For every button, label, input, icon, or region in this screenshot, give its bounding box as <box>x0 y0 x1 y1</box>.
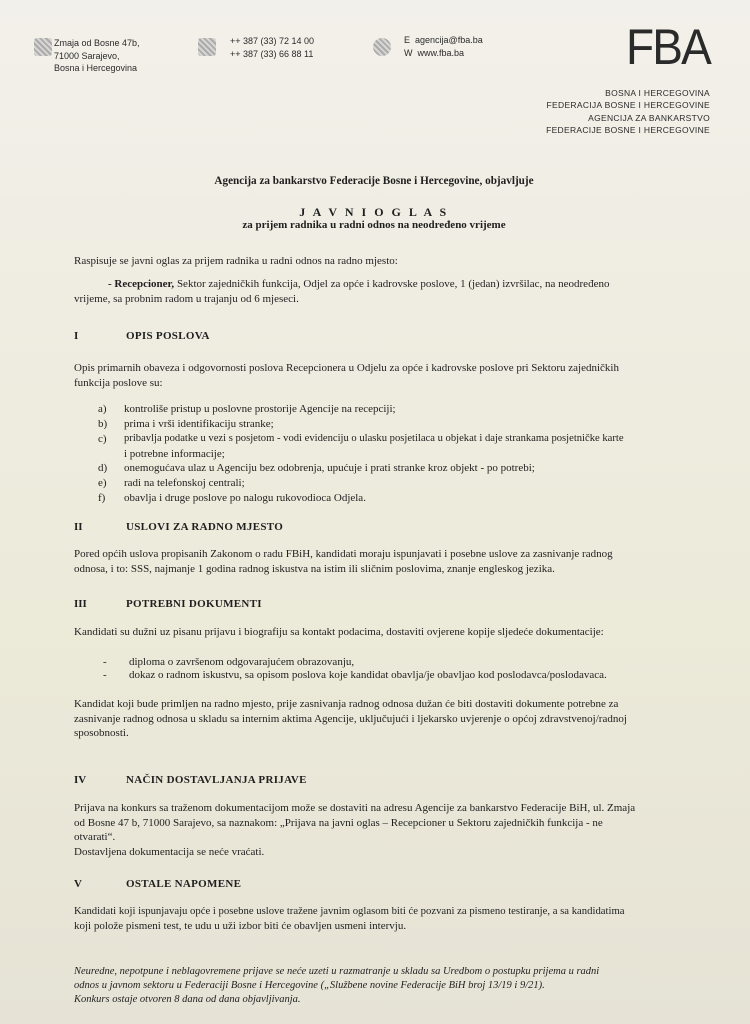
email-address: agencija@fba.ba <box>415 35 483 45</box>
text-line: Konkurs ostaje otvoren 8 dana od dana objavljivanja. <box>74 994 301 1005</box>
footer-note <box>74 965 744 1007</box>
text-line: Dostavljena dokumentacija se neće vraćati. <box>74 845 265 858</box>
item-label: e) <box>98 477 107 489</box>
item-text: radi na telefonskoj centrali; <box>124 477 245 489</box>
section-3-note <box>74 697 734 741</box>
phone-number: ++ 387 (33) 66 88 11 <box>230 48 314 59</box>
web-prefix: W <box>404 47 413 58</box>
item-text: i potrebne informacije; <box>124 448 225 460</box>
email-prefix: E <box>404 35 411 45</box>
section-1-intro <box>74 361 734 390</box>
raspisuje-paragraph: Raspisuje se javni oglas za prijem radnika u radni odnos na radno mjesto: <box>74 255 398 267</box>
org-line: FEDERACIJE BOSNE I HERCEGOVINE <box>546 124 710 135</box>
item-text: obavlja i druge poslove po nalogu rukovodioca Odjela. <box>124 492 366 504</box>
text-line: od Bosne 47 b, 71000 Sarajevo, sa naznakom: „Prijava na javni oglas – Recepcioner u Sektoru zajedničkih funkcija - ne <box>74 816 603 829</box>
item-label: a) <box>98 403 107 415</box>
item-label: f) <box>98 492 106 504</box>
website-url: www.fba.ba <box>417 47 465 58</box>
location-pin-icon <box>34 38 52 56</box>
section-number: I <box>74 330 79 342</box>
section-title: OSTALE NAPOMENE <box>126 878 242 890</box>
item-text: diploma o završenom odgovarajućem obrazovanju, <box>129 656 355 668</box>
org-line: FEDERACIJA BOSNE I HERCEGOVINE <box>546 100 710 111</box>
organization-block <box>546 87 710 136</box>
position-name: - Recepcioner, <box>108 278 175 290</box>
text-line: Kandidat koji bude primljen na radno mjesto, prije zasnivanja radnog odnosa dužan će biti dostaviti dokumente potrebne za <box>74 698 619 710</box>
web-contact-block <box>404 34 483 59</box>
section-number: V <box>74 878 82 890</box>
text-line: koji polože pismeni test, te udu u uži izbor biti će obavljen usmeni intervju. <box>74 919 407 932</box>
section-3-intro: Kandidati su dužni uz pisanu prijavu i biografiju sa kontakt podacima, dostaviti ovjerene kopije sljedeće dokumentacije: <box>74 626 604 638</box>
notice-subtitle: za prijem radnika u radni odnos na neodređeno vrijeme <box>242 219 506 231</box>
item-label: b) <box>98 418 108 430</box>
item-text: pribavlja podatke u vezi s posjetom - vodi evidenciju o ulasku posjetilaca u objekat i daje strankama posjetničke karte <box>124 433 624 444</box>
section-4-body <box>74 801 734 859</box>
section-title: USLOVI ZA RADNO MJESTO <box>126 521 284 533</box>
phone-block <box>230 35 314 60</box>
address-block <box>54 37 140 75</box>
text-line: Prijava na konkurs sa traženom dokumentacijom može se dostaviti na adresu Agencije za bankarstvo Federacije BiH, ul. Zmaja <box>74 802 636 814</box>
section-number: III <box>74 598 87 610</box>
item-text: kontroliše pristup u poslovne prostorije Agencije na recepciji; <box>124 403 396 415</box>
text-line: Neuredne, nepotpune i neblagovremene prijave se neće uzeti u razmatranje u skladu sa Uredbom o postupku prijema u radni <box>74 966 600 977</box>
globe-icon <box>373 38 391 56</box>
org-line: AGENCIJA ZA BANKARSTVO <box>588 112 710 123</box>
section-title: POTREBNI DOKUMENTI <box>126 598 262 610</box>
item-label: c) <box>98 433 107 445</box>
fba-logo: FBA <box>626 19 710 75</box>
item-text: onemogućava ulaz u Agenciju bez odobrenja, upućuje i prati stranke kroz objekt - po potrebi; <box>124 462 535 474</box>
text-line: otvarati“. <box>74 831 116 844</box>
text-line: funkcija poslove su: <box>74 376 163 389</box>
intro-heading: Agencija za bankarstvo Federacije Bosne i Hercegovine, objavljuje <box>214 175 534 187</box>
item-text: prima i vrši identifikaciju stranke; <box>124 418 274 430</box>
text-line: Kandidati koji ispunjavaju opće i posebne uslove tražene javnim oglasom biti će pozvani za pismeno testiranje, a sa kandidatima <box>74 905 625 917</box>
address-line: Zmaja od Bosne 47b, <box>54 38 140 48</box>
text-line: Pored općih uslova propisanih Zakonom o radu FBiH, kandidati moraju ispunjavati i posebne uslove za zasnivanje radnog <box>74 548 613 560</box>
text-line: Opis primarnih obaveza i odgovornosti poslova Recepcionera u Odjelu za opće i kadrovske poslove pri Sektoru zajedničkih <box>74 362 619 374</box>
notice-title: J A V N I O G L A S <box>299 205 449 219</box>
item-text: dokaz o radnom iskustvu, sa opisom poslova koje kandidat obavlja/je obavljao kod poslodavca/poslodavaca. <box>129 669 607 681</box>
phone-icon <box>198 38 216 56</box>
section-5-body <box>74 904 744 933</box>
phone-number: ++ 387 (33) 72 14 00 <box>230 36 315 46</box>
text-line: odnosa, i to: SSS, najmanje 1 godina radnog iskustva na istim ili sličnim poslovima, znanje engleskog jezika. <box>74 562 555 575</box>
scanned-document-page: Zmaja od Bosne 47b, 71000 Sarajevo, Bosna i Hercegovina ++ 387 (33) 72 14 00 ++ 387 (33) 66 88 11 E agencija@fba.ba W www.fba.ba FBA BOSNA I HERCEGOVINA FEDERACIJA BOSNE I HERCEGOVINE AGENCIJA ZA BANKARSTVO FEDERACIJE BOSNE I HERCEGOVINE Agencija za bankarstvo Federacije Bosne i Hercegovine, objavljuje J A V N I O G L A S za prijem radnika u radni odnos na neodređeno vrijeme Raspisuje se javni oglas za prijem radnika u radni odnos na radno mjesto: - Recepcioner, Sektor zajedničkih funkcija, Odjel za opće i kadrovske poslove, 1 (jedan) izvršilac, na neodređeno vrijeme, sa probnim radom u trajanju od 6 mjeseci. I OPIS POSLOVA Opis primarnih obaveza i odgovornosti poslova Recepcionera u Odjelu za opće i kadrovske poslove pri Sektoru zajedničkih funkcija poslove su: a) kontroliše pristup u poslovne prostorije Agencije na recepciji; b) prima i vrši identifikaciju stranke; c) pribavlja podatke u vezi s posjetom - vodi evidenciju o ulasku posjetilaca u objekat i daje strankama posjetničke karte i potrebne informacije; d) onemogućava ulaz u Agenciju bez odobrenja, upućuje i prati stranke kroz objekt - po potrebi; e) radi na telefonskoj centrali; f) obavlja i druge poslove po nalogu rukovodioca Odjela. II USLOVI ZA RADNO MJESTO Pored općih uslova propisanih Zakonom o radu FBiH, kandidati moraju ispunjavati i posebne uslove za zasnivanje radnog odnosa, i to: SSS, najmanje 1 godina radnog iskustva na istim ili sličnim poslovima, znanje engleskog jezika. III POTREBNI DOKUMENTI Kandidati su dužni uz pisanu prijavu i biografiju sa kontakt podacima, dostaviti ovjerene kopije sljedeće dokumentacije: - diploma o završenom odgovarajućem obrazovanju, - dokaz o radnom iskustvu, sa opisom poslova koje kandidat obavlja/je obavljao kod poslodavca/poslodavaca. Kandidat koji bude primljen na radno mjesto, prije zasnivanja radnog odnosa dužan će biti dostaviti dokumente potrebne za zasnivanje radnog odnosa u skladu sa internim aktima Agencije, uključujući i ljekarsko uvjerenje o općoj zdravstvenoj/radnoj sposobnosti. IV NAČIN DOSTAVLJANJA PRIJAVE Prijava na konkurs sa traženom dokumentacijom može se dostaviti na adresu Agencije za bankarstvo Federacije BiH, ul. Zmaja od Bosne 47 b, 71000 Sarajevo, sa naznakom: „Prijava na javni oglas – Recepcioner u Sektoru zajedničkih funkcija - ne otvarati“. Dostavljena dokumentacija se neće vraćati. V OSTALE NAPOMENE Kandidati koji ispunjavaju opće i posebne uslove tražene javnim oglasom biti će pozvani za pismeno testiranje, a sa kandidatima koji polože pismeni test, te udu u uži izbor biti će obavljen usmeni intervju. Neuredne, nepotpune i neblagovremene prijave se neće uzeti u razmatranje u skladu sa Uredbom o postupku prijema u radni odnos u javnom sektoru u Federaciji Bosne i Hercegovine („Službene novine Federacije BiH broj 13/19 i 9/21). Konkurs ostaje otvoren 8 dana od dana objavljivanja. <box>0 0 750 1024</box>
letterhead <box>0 0 750 160</box>
text-line: sposobnosti. <box>74 727 129 740</box>
section-number: IV <box>74 774 87 786</box>
section-title: NAČIN DOSTAVLJANJA PRIJAVE <box>126 774 307 786</box>
text-line: odnos u javnom sektoru u Federaciji Bosne i Hercegovine („Službene novine Federacije BiH broj 13/19 i 9/21). <box>74 980 545 991</box>
address-line: Bosna i Hercegovina <box>54 63 138 73</box>
org-line: BOSNA I HERCEGOVINA <box>605 88 710 98</box>
text-line: zasnivanje radnog odnosa u skladu sa internim aktima Agencije, uključujući i ljekarsko uvjerenje o općoj zdravstvenoj/radnoj <box>74 712 627 725</box>
position-paragraph <box>74 277 724 306</box>
section-number: II <box>74 521 83 533</box>
position-description: Sektor zajedničkih funkcija, Odjel za opće i kadrovske poslove, 1 (jedan) izvršilac, na neodređeno <box>174 278 610 290</box>
address-line: 71000 Sarajevo, <box>54 50 120 61</box>
section-2-body <box>74 547 734 576</box>
position-description-cont: vrijeme, sa probnim radom u trajanju od 6 mjeseci. <box>74 292 299 305</box>
item-label: d) <box>98 462 108 474</box>
section-title: OPIS POSLOVA <box>126 330 210 342</box>
